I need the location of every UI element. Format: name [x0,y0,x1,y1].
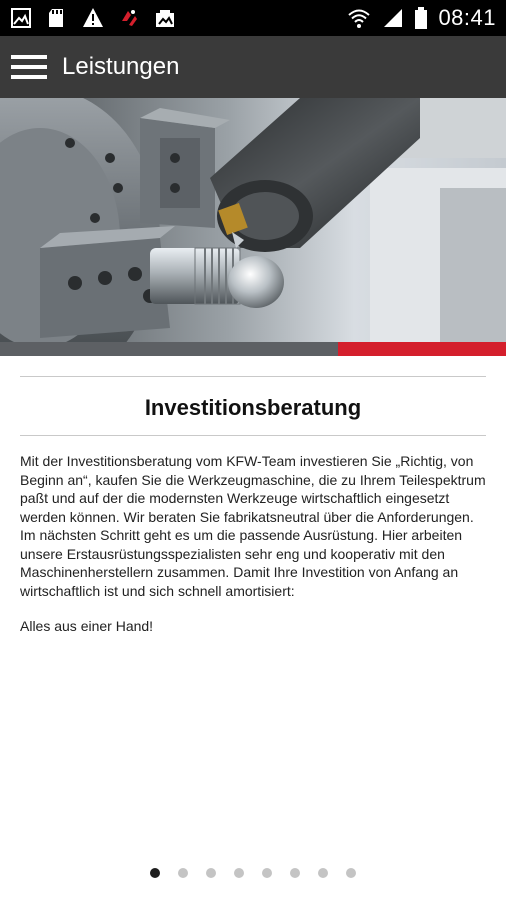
hamburger-menu-icon [11,54,47,80]
gallery-icon [10,7,32,29]
page-dot-4[interactable] [234,868,244,878]
photo-icon [154,7,176,29]
closing-text: Alles aus einer Hand! [20,618,154,634]
page-dot-8[interactable] [346,868,356,878]
page-dot-6[interactable] [290,868,300,878]
warning-icon [82,7,104,29]
app-notification-icon [118,7,140,29]
signal-icon [382,7,404,29]
section-heading: Investitionsberatung [144,395,362,420]
heading-divider [20,435,486,436]
status-bar [0,0,506,36]
page-dot-1[interactable] [150,868,160,878]
hero-accent-stripe [0,342,506,356]
status-time: 08:41 [438,5,496,30]
content-section [20,376,486,634]
page-indicator [0,866,506,880]
lathe-machining-illustration [0,98,506,356]
menu-button[interactable] [4,36,54,98]
app-title: Leistungen [62,53,180,80]
app-bar [0,36,506,98]
battery-icon [414,7,428,29]
page-dot-3[interactable] [206,868,216,878]
page-dot-5[interactable] [262,868,272,878]
sd-card-icon [46,7,68,29]
status-system [346,5,496,31]
wifi-icon [346,7,372,29]
page-dot-2[interactable] [178,868,188,878]
hero-image [0,98,506,356]
hero-accent-red [338,342,506,356]
section-paragraph: Mit der Investitionsberatung vom KFW-Team investieren Sie „Richtig, von Beginn an“, kaufen Sie die Werkzeugmaschine, die zu Ihrem Teilespektrum paßt und auf der die modernsten Werkzeuge wirtschaftlich eingesetzt werden können. Wir beraten Sie fabrikatsneutral über die Anforderungen. Im nächsten Schritt geht es um die passende Ausrüstung. Hier arbeiten unsere Erstausrüstungsspezialisten sehr eng und kooperativ mit den Maschinenherstellern zusammen. Damit Ihre Investition von Anfang an wirtschaftlich ist und sich schnell amortisiert: [20,453,486,599]
status-notifications [10,7,176,29]
page-dot-7[interactable] [318,868,328,878]
